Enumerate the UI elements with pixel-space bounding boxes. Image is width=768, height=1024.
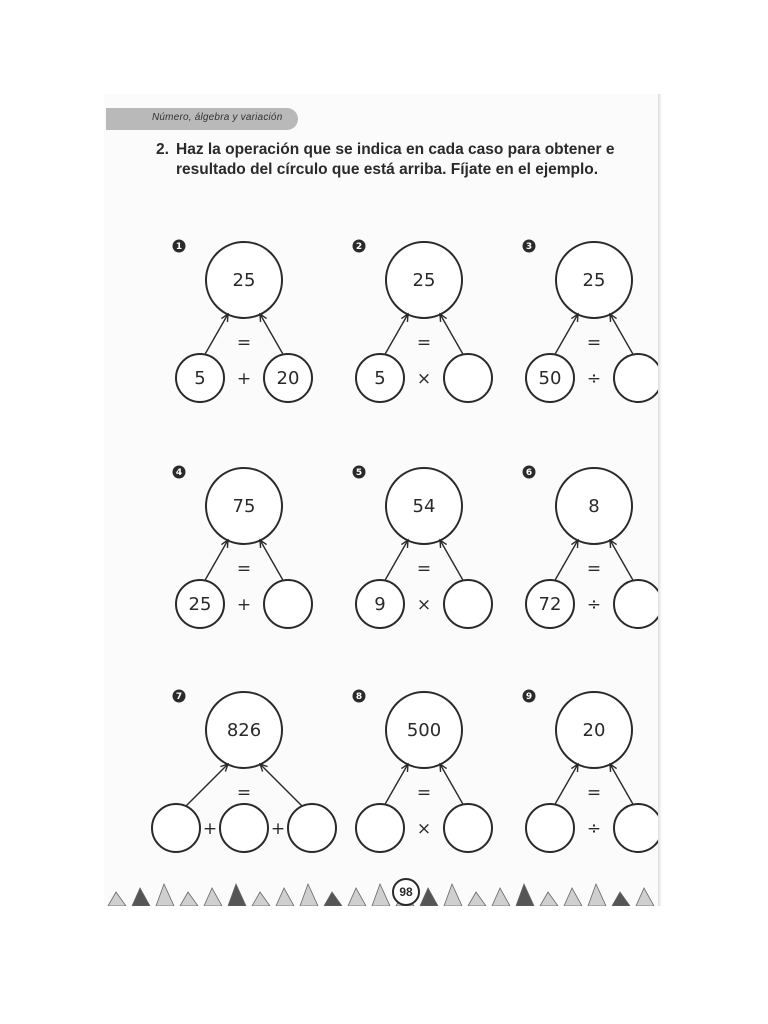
right-arrow <box>260 540 284 582</box>
footer-decoration-shape <box>324 892 342 906</box>
operand-circle-right[interactable] <box>288 804 336 852</box>
page-edge-shadow <box>658 94 662 906</box>
left-arrow <box>554 540 578 582</box>
right-arrow <box>610 764 634 806</box>
result-value: 54 <box>412 496 436 517</box>
section-title: Número, álgebra y variación <box>152 112 283 123</box>
footer-decoration-shape <box>204 888 222 906</box>
exercise-grid <box>104 94 661 906</box>
operand-circle-right[interactable] <box>264 580 312 628</box>
operand-value-left: 9 <box>374 594 386 615</box>
equals-sign: = <box>586 559 602 579</box>
operand-value-left: 5 <box>194 368 206 389</box>
left-arrow <box>384 540 408 582</box>
exercise-label: 6 <box>525 468 533 479</box>
left-arrow <box>384 764 408 806</box>
right-arrow <box>610 314 634 356</box>
result-value: 826 <box>226 720 262 741</box>
footer-decoration-shape <box>348 888 366 906</box>
instruction-line-2: resultado del círculo que está arriba. Fíjate en el ejemplo. <box>176 161 599 178</box>
exercise-label: 8 <box>355 692 363 703</box>
footer-decoration-shape <box>588 884 606 906</box>
equals-sign: = <box>416 559 432 579</box>
equals-sign: = <box>586 783 602 803</box>
operand-value-left: 25 <box>188 594 212 615</box>
equals-sign: = <box>586 333 602 353</box>
operand-value-left: 5 <box>374 368 386 389</box>
operand-circle-left[interactable] <box>152 804 200 852</box>
footer-decoration-shape <box>636 888 654 906</box>
result-value: 25 <box>232 270 256 291</box>
footer-decoration-shape <box>420 888 438 906</box>
footer-decoration-shape <box>276 888 294 906</box>
operand-circle-right[interactable] <box>614 580 661 628</box>
footer-decoration-shape <box>180 892 198 906</box>
operand-circle-middle[interactable] <box>220 804 268 852</box>
operand-circle-left[interactable] <box>526 804 574 852</box>
left-arrow <box>204 540 228 582</box>
equals-sign: = <box>236 333 252 353</box>
equals-sign: = <box>416 333 432 353</box>
footer-decoration-shape <box>468 892 486 906</box>
exercise-label: 2 <box>355 242 363 253</box>
operand-circle-right[interactable] <box>444 804 492 852</box>
exercise-label: 7 <box>175 692 183 703</box>
operand-circle-left[interactable] <box>356 804 404 852</box>
exercise-label: 9 <box>525 692 533 703</box>
right-arrow <box>440 540 464 582</box>
result-value: 500 <box>406 720 442 741</box>
operator-sign: + <box>202 819 218 839</box>
operator-sign: + <box>236 369 252 389</box>
result-value: 20 <box>582 720 606 741</box>
footer-decoration <box>104 864 661 906</box>
operand-circle-right[interactable] <box>444 354 492 402</box>
left-arrow <box>384 314 408 356</box>
worksheet-page <box>104 94 661 906</box>
operator-sign: + <box>236 595 252 615</box>
footer-decoration-shape <box>540 892 558 906</box>
left-arrow <box>554 764 578 806</box>
equals-sign: = <box>236 559 252 579</box>
footer-decoration-shape <box>300 884 318 906</box>
footer-decoration-shape <box>444 884 462 906</box>
exercise-label: 4 <box>175 468 183 479</box>
operator-sign: + <box>270 819 286 839</box>
left-arrow <box>186 764 228 806</box>
operand-value-right: 20 <box>276 368 300 389</box>
operator-sign: × <box>416 819 432 839</box>
instruction-line-1: Haz la operación que se indica en cada caso para obtener e <box>176 141 615 158</box>
operator-sign: ÷ <box>586 369 602 389</box>
footer-decoration-shape <box>492 888 510 906</box>
operand-circle-right[interactable] <box>444 580 492 628</box>
result-value: 8 <box>588 496 600 517</box>
operator-sign: ÷ <box>586 819 602 839</box>
footer-decoration-shape <box>252 892 270 906</box>
left-arrow <box>204 314 228 356</box>
footer-decoration-shape <box>564 888 582 906</box>
operand-circle-right[interactable] <box>614 804 661 852</box>
footer-decoration-shape <box>612 892 630 906</box>
equals-sign: = <box>236 783 252 803</box>
result-value: 25 <box>582 270 606 291</box>
left-arrow <box>554 314 578 356</box>
page-number: 98 <box>392 878 420 906</box>
result-value: 75 <box>232 496 256 517</box>
footer-decoration-shape <box>156 884 174 906</box>
operand-value-left: 72 <box>538 594 562 615</box>
instruction-number: 2. <box>156 141 169 158</box>
exercise-label: 5 <box>355 468 363 479</box>
exercise-label: 1 <box>175 242 183 253</box>
operator-sign: × <box>416 369 432 389</box>
operand-value-left: 50 <box>538 368 562 389</box>
operator-sign: ÷ <box>586 595 602 615</box>
footer-decoration-shape <box>228 884 246 906</box>
footer-decoration-shape <box>372 884 390 906</box>
equals-sign: = <box>416 783 432 803</box>
right-arrow <box>260 314 284 356</box>
right-arrow <box>440 764 464 806</box>
footer-decoration-shape <box>132 888 150 906</box>
right-arrow <box>610 540 634 582</box>
operator-sign: × <box>416 595 432 615</box>
operand-circle-right[interactable] <box>614 354 661 402</box>
result-value: 25 <box>412 270 436 291</box>
right-arrow <box>260 764 302 806</box>
footer-decoration-shape <box>108 892 126 906</box>
right-arrow <box>440 314 464 356</box>
exercise-label: 3 <box>525 242 533 253</box>
footer-decoration-shape <box>516 884 534 906</box>
